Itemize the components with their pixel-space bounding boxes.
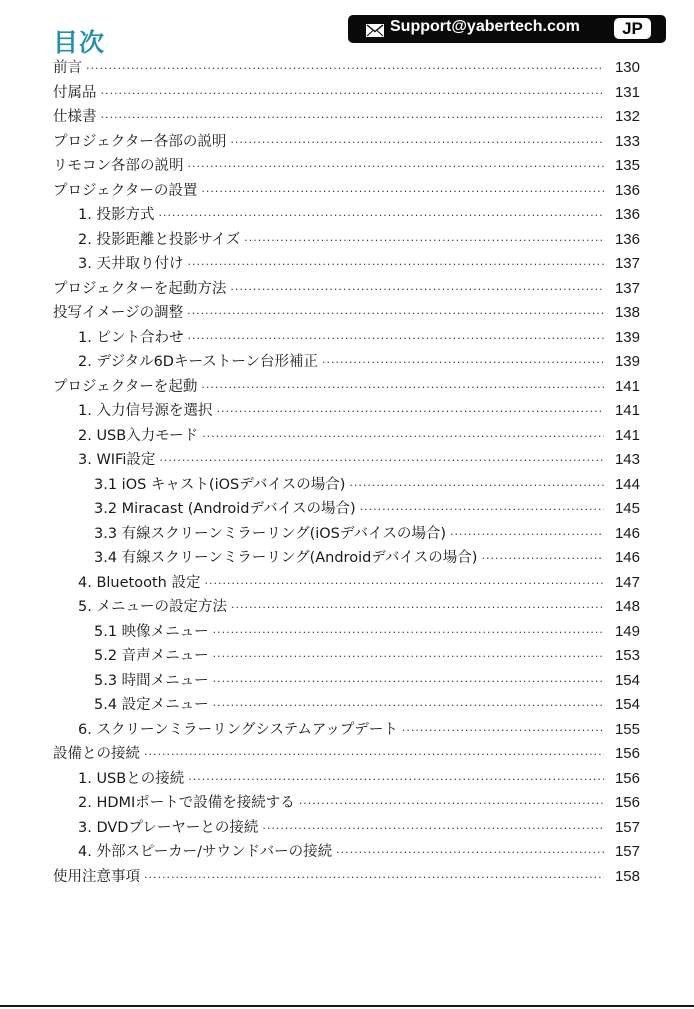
toc-entry[interactable]	[53, 81, 640, 106]
toc-entry[interactable]	[53, 448, 640, 473]
toc-leader-dots	[159, 454, 604, 467]
toc-entry[interactable]	[53, 620, 640, 645]
toc-entry-page: 148	[614, 598, 640, 615]
toc-entry-page: 137	[614, 279, 640, 297]
toc-entry-page: 147	[614, 573, 640, 591]
toc-entry[interactable]	[53, 840, 640, 865]
toc-entry-label: プロジェクターの設置	[53, 182, 198, 199]
toc-entry-label: 1. 投影方式	[78, 207, 155, 223]
toc-leader-dots	[336, 846, 604, 859]
support-banner	[348, 15, 666, 43]
toc-leader-dots	[187, 258, 604, 271]
toc-entry[interactable]	[53, 595, 640, 620]
toc-entry-page: 132	[614, 108, 640, 125]
toc-entry-page: 137	[614, 255, 640, 272]
toc-entry-label: 5. メニューの設定方法	[78, 599, 227, 615]
toc-entry-page: 136	[614, 181, 640, 199]
toc-leader-dots	[204, 577, 604, 590]
toc-leader-dots	[230, 136, 604, 149]
toc-entry-page: 145	[614, 500, 640, 517]
toc-entry-label: 付属品	[53, 84, 97, 101]
toc-entry[interactable]	[53, 767, 640, 792]
toc-leader-dots	[213, 675, 604, 688]
toc-leader-dots	[216, 405, 604, 418]
toc-leader-dots	[187, 307, 604, 320]
toc-entry-page: 146	[614, 524, 640, 542]
toc-leader-dots	[213, 626, 604, 639]
toc-entry-label: プロジェクター各部の説明	[53, 133, 227, 150]
toc-entry-label: 4. 外部スピーカー/サウンドバーの接続	[78, 844, 333, 860]
toc-leader-dots	[201, 381, 604, 394]
toc-entry-label: 5.4 設定メニュー	[94, 697, 209, 713]
toc-entry-page: 144	[614, 475, 640, 493]
toc-leader-dots	[230, 283, 604, 296]
toc-entry[interactable]	[53, 791, 640, 816]
toc-entry-label: 6. スクリーンミラーリングシステムアップデート	[78, 721, 398, 738]
toc-entry-label: 3. 天井取り付け	[78, 256, 184, 272]
toc-entry-label: 2. デジタル6Dキーストーン台形補正	[78, 354, 318, 370]
toc-entry-label: 設備との接続	[53, 746, 140, 762]
toc-entry-page: 155	[614, 720, 640, 738]
toc-entry-label: リモコン各部の説明	[53, 158, 184, 174]
toc-entry[interactable]	[53, 816, 640, 841]
toc-entry-label: 3.3 有線スクリーンミラーリング(iOSデバイスの場合)	[94, 525, 447, 542]
toc-entry-label: 5.2 音声メニュー	[94, 648, 209, 664]
toc-entry-page: 153	[614, 647, 640, 664]
toc-entry[interactable]	[53, 277, 640, 302]
toc-entry-page: 131	[614, 83, 640, 101]
toc-entry-label: 投写イメージの調整	[53, 305, 184, 321]
toc-entry-label: 3.4 有線スクリーンミラーリング(Androidデバイスの場合)	[94, 550, 478, 566]
toc-leader-dots	[101, 111, 605, 124]
toc-entry-label: 前言	[53, 60, 82, 76]
toc-entry[interactable]	[53, 424, 640, 449]
support-email: Support@yabertech.com	[390, 18, 580, 35]
toc-entry-label: 2. 投影距離と投影サイズ	[78, 231, 241, 248]
toc-entry-page: 136	[614, 230, 640, 248]
toc-entry[interactable]	[53, 301, 640, 326]
toc-entry-label: 3.2 Miracast (Androidデバイスの場合)	[94, 501, 356, 517]
toc-leader-dots	[262, 822, 604, 835]
toc-entry-page: 143	[614, 451, 640, 468]
toc-leader-dots	[187, 332, 604, 345]
toc-entry[interactable]	[53, 154, 640, 179]
toc-entry[interactable]	[53, 350, 640, 375]
toc-entry-label: プロジェクターを起動	[53, 378, 198, 395]
toc-entry-label: 1. USBとの接続	[78, 770, 185, 787]
toc-entry[interactable]	[53, 252, 640, 277]
toc-entry-page: 156	[614, 745, 640, 762]
toc-entry[interactable]	[53, 399, 640, 424]
toc-entry-label: 2. HDMIポートで設備を接続する	[78, 795, 295, 811]
toc-entry[interactable]	[53, 522, 640, 547]
toc-entry-page: 158	[614, 867, 640, 885]
toc-leader-dots	[349, 479, 604, 492]
toc-entry-label: 3. DVDプレーヤーとの接続	[78, 819, 259, 836]
toc-leader-dots	[188, 773, 604, 786]
toc-entry-label: 使用注意事項	[53, 868, 140, 885]
toc-entry-page: 138	[614, 304, 640, 321]
toc-entry[interactable]	[53, 497, 640, 522]
toc-entry-label: 5.1 映像メニュー	[94, 623, 209, 640]
toc-entry[interactable]	[53, 105, 640, 130]
toc-entry[interactable]	[53, 203, 640, 228]
toc-leader-dots	[450, 528, 604, 541]
toc-leader-dots	[144, 871, 604, 884]
toc-entry[interactable]	[53, 742, 640, 767]
toc-leader-dots	[299, 797, 604, 810]
toc-entry[interactable]	[53, 644, 640, 669]
toc-entry[interactable]	[53, 571, 640, 596]
toc-leader-dots	[158, 209, 604, 222]
toc-entry-page: 139	[614, 328, 640, 346]
toc-leader-dots	[244, 234, 604, 247]
toc-leader-dots	[86, 62, 604, 75]
toc-entry-label: 4. Bluetooth 設定	[78, 574, 201, 591]
toc-leader-dots	[201, 185, 604, 198]
toc-entry[interactable]	[53, 375, 640, 400]
toc-leader-dots	[213, 699, 604, 712]
toc-entry-label: 2. USB入力モード	[78, 427, 199, 444]
toc-entry[interactable]	[53, 130, 640, 155]
toc-entry-label: 3.1 iOS キャスト(iOSデバイスの場合)	[94, 476, 346, 493]
toc-entry-label: 5.3 時間メニュー	[94, 672, 209, 689]
toc-entry-page: 139	[614, 353, 640, 370]
toc-leader-dots	[402, 724, 604, 737]
toc-entry-label: 3. WIFi設定	[78, 452, 156, 468]
toc-leader-dots	[144, 748, 604, 761]
toc-entry[interactable]	[53, 693, 640, 718]
toc-entry-page: 156	[614, 794, 640, 811]
toc-entry-page: 141	[614, 426, 640, 444]
toc-entry-label: 仕様書	[53, 109, 97, 125]
toc-entry-page: 157	[614, 843, 640, 860]
toc-entry-page: 154	[614, 696, 640, 713]
toc-entry[interactable]	[53, 865, 640, 890]
toc-leader-dots	[231, 601, 604, 614]
toc-entry[interactable]	[53, 326, 640, 351]
toc-entry[interactable]	[53, 179, 640, 204]
mail-icon	[366, 22, 384, 41]
toc-entry-label: 1. 入力信号源を選択	[78, 403, 213, 419]
toc-entry-page: 149	[614, 622, 640, 640]
toc-entry-page: 154	[614, 671, 640, 689]
toc-entry[interactable]	[53, 669, 640, 694]
language-badge: JP	[614, 18, 651, 39]
table-of-contents	[53, 56, 640, 889]
toc-entry-page: 146	[614, 549, 640, 566]
bottom-divider	[0, 1005, 694, 1007]
toc-entry[interactable]	[53, 718, 640, 743]
toc-entry[interactable]	[53, 473, 640, 498]
toc-entry-page: 133	[614, 132, 640, 150]
toc-leader-dots	[101, 87, 605, 100]
toc-entry-page: 141	[614, 377, 640, 395]
toc-leader-dots	[188, 160, 605, 173]
toc-leader-dots	[322, 356, 604, 369]
toc-leader-dots	[481, 552, 604, 565]
toc-entry-page: 135	[614, 157, 640, 174]
toc-entry-page: 141	[614, 402, 640, 419]
toc-entry-label: 1. ピント合わせ	[78, 329, 184, 346]
toc-entry-label: プロジェクターを起動方法	[53, 280, 227, 297]
toc-entry[interactable]	[53, 546, 640, 571]
page-title: 目次	[53, 28, 106, 57]
toc-entry-page: 130	[614, 59, 640, 76]
toc-entry-page: 136	[614, 206, 640, 223]
toc-entry[interactable]	[53, 228, 640, 253]
toc-leader-dots	[213, 650, 604, 663]
toc-entry-page: 156	[614, 769, 640, 787]
toc-entry[interactable]	[53, 56, 640, 81]
toc-leader-dots	[202, 430, 604, 443]
toc-entry-page: 157	[614, 818, 640, 836]
toc-leader-dots	[360, 503, 604, 516]
